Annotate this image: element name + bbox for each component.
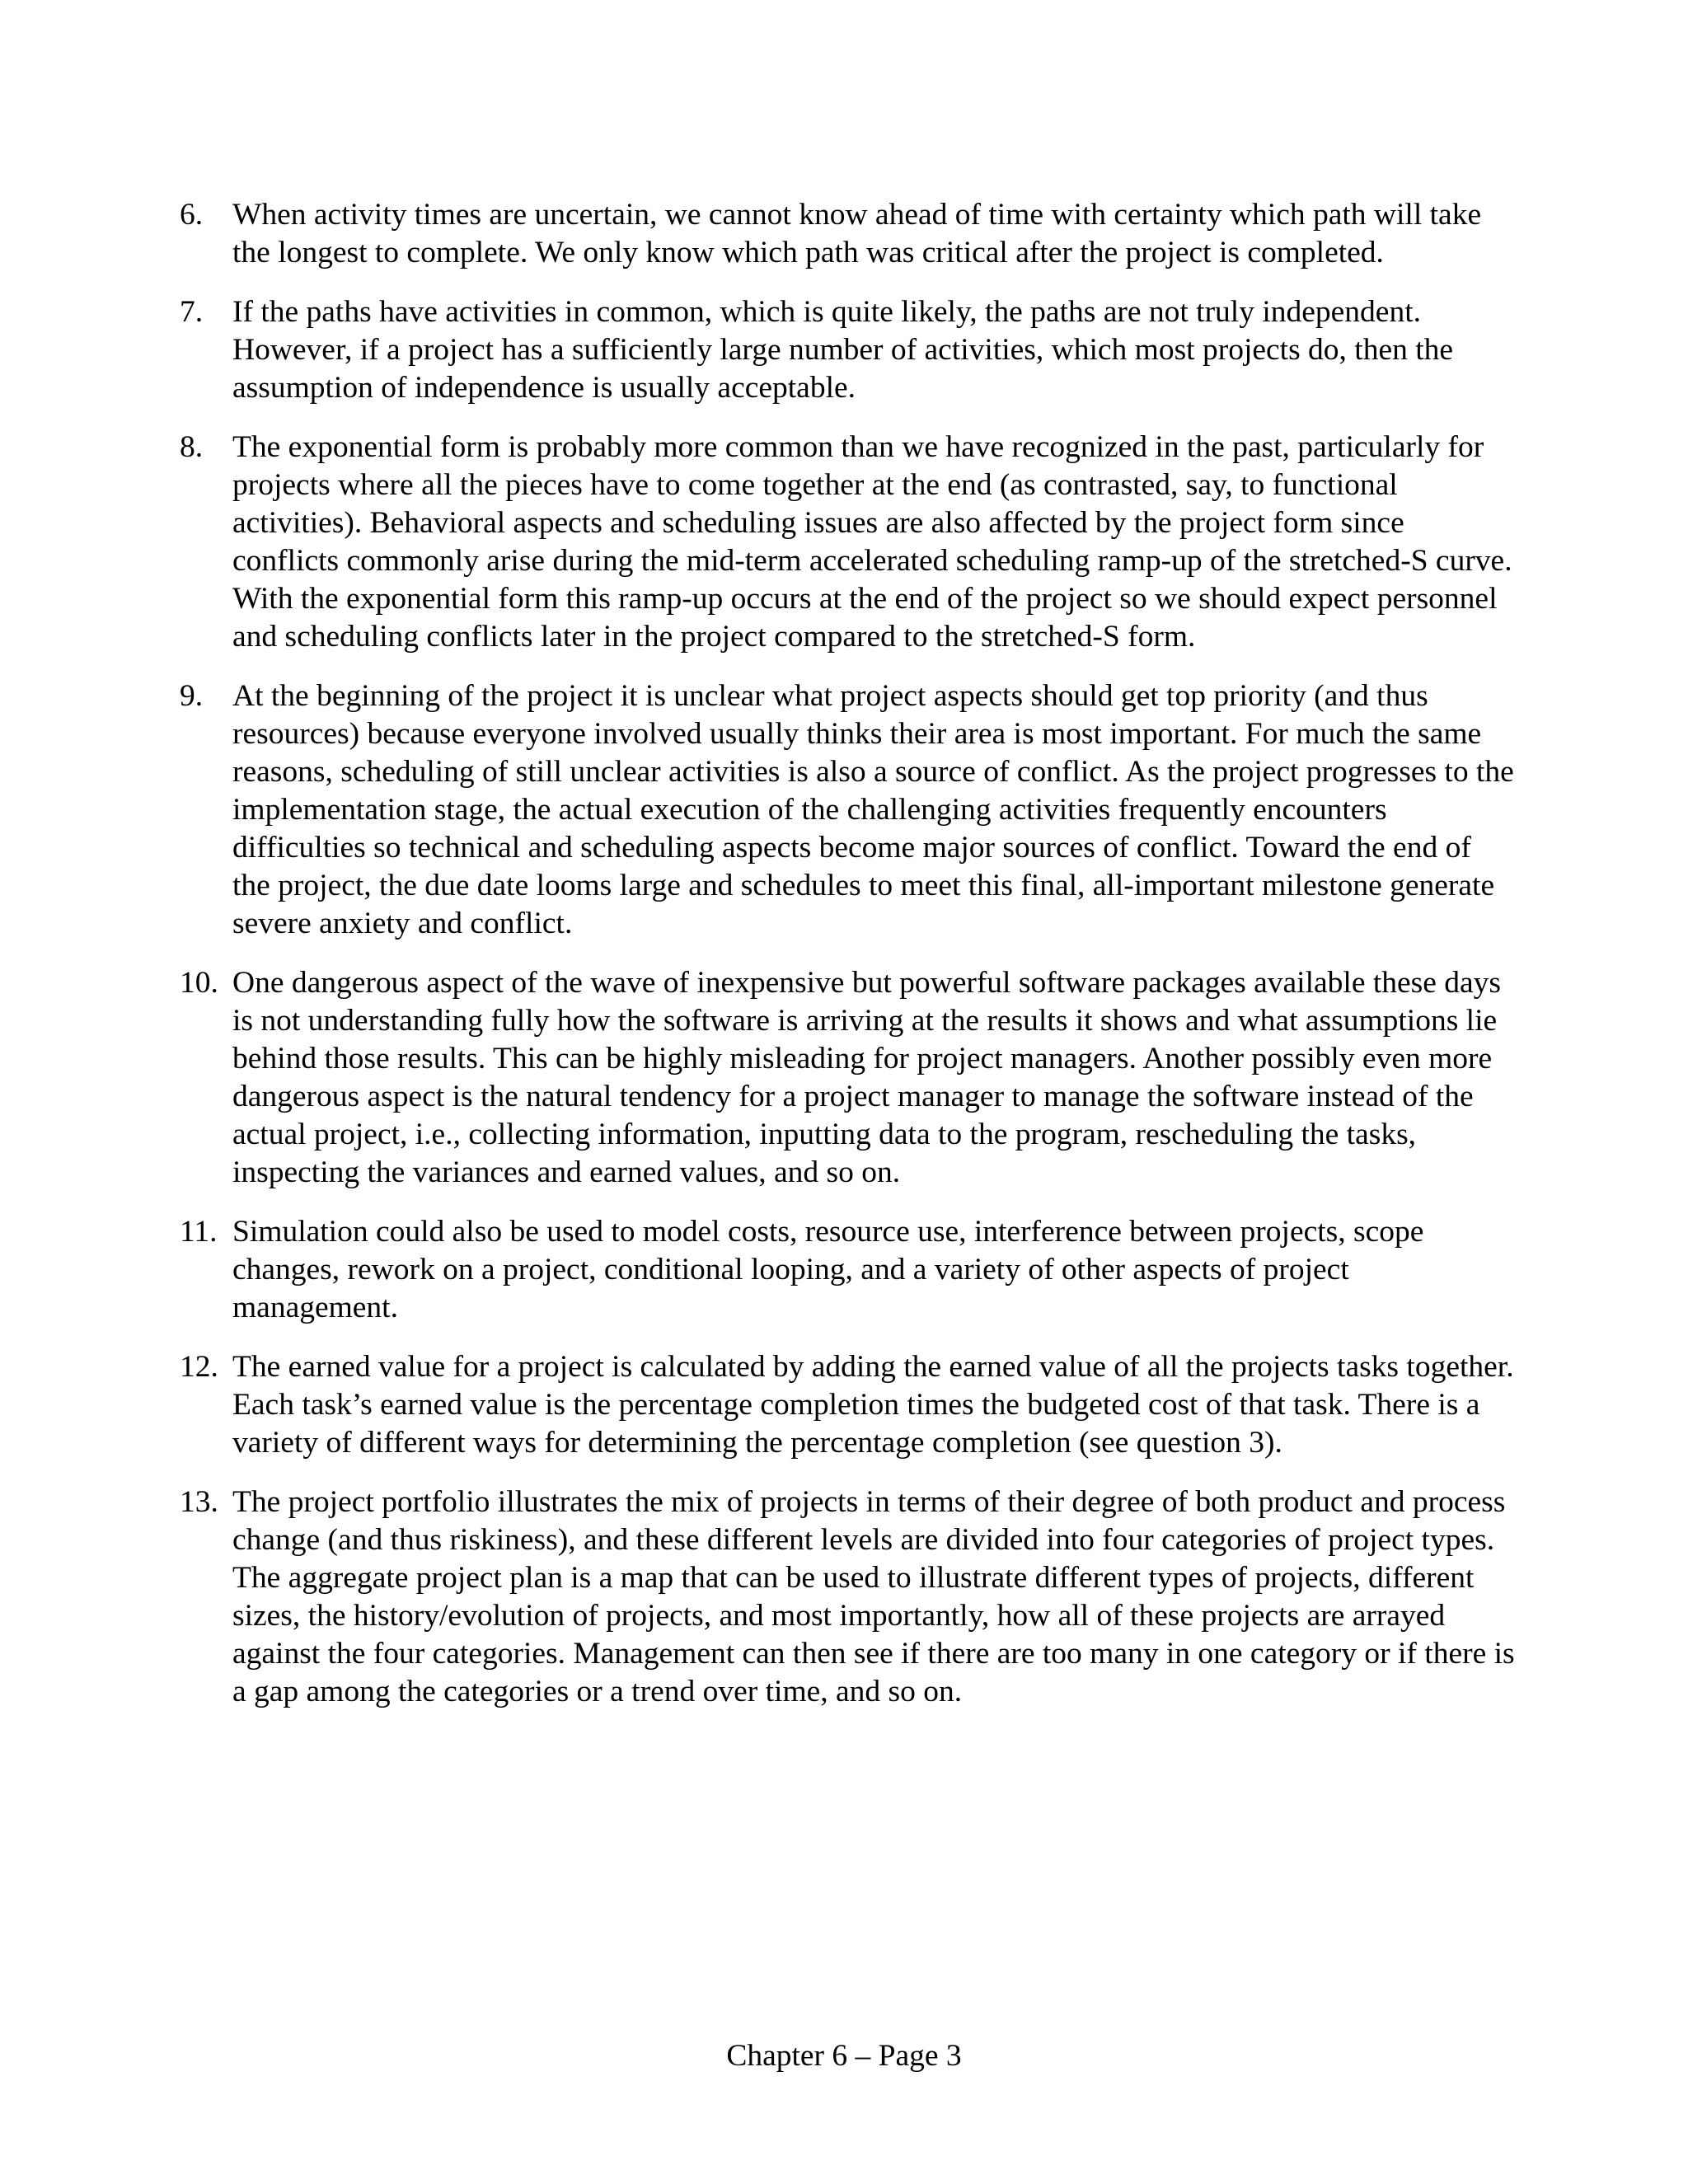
list-item-9 — [180, 677, 1515, 943]
list-item-8 — [180, 429, 1515, 656]
item-number: 10. — [180, 966, 218, 1000]
item-text: Simulation could also be used to model costs, resource use, interference between projects, scope changes, rework on a project, conditional looping, and a variety of other aspects of project management. — [232, 1215, 1424, 1324]
list-item-6 — [180, 196, 1515, 272]
item-text: When activity times are uncertain, we cannot know ahead of time with certainty which path will take the longest to complete. We only know which path was critical after the project is completed. — [232, 198, 1482, 269]
item-text: At the beginning of the project it is unclear what project aspects should get top priority (and thus resources) because everyone involved usually thinks their area is most important. For much the same reasons, scheduling of still unclear activities is also a source of conflict. As the project progresses to the implementation stage, the actual execution of the challenging activities frequently encounters difficulties so technical and scheduling aspects become major sources of conflict. Toward the end of the project, the due date looms large and schedules to meet this final, all-important milestone generate severe anxiety and conflict. — [232, 679, 1514, 940]
item-number: 12. — [180, 1350, 218, 1384]
page-footer: Chapter 6 – Page 3 — [726, 2039, 962, 2073]
answer-list — [180, 196, 1515, 1732]
item-text: The project portfolio illustrates the mix of projects in terms of their degree of both product and process change (and thus riskiness), and these different levels are divided into four categories of project types. The aggregate project plan is a map that can be used to illustrate different types of projects, different sizes, the history/evolution of projects, and most importantly, how all of these projects are arrayed against the four categories. Management can then see if there are too many in one category or if there is a gap among the categories or a trend over time, and so on. — [232, 1485, 1515, 1708]
list-item-11 — [180, 1213, 1515, 1327]
list-item-10 — [180, 964, 1515, 1192]
list-item-13 — [180, 1483, 1515, 1711]
item-text: One dangerous aspect of the wave of inexpensive but powerful software packages available these days is not understanding fully how the software is arriving at the results it shows and what assumptions lie behind those results. This can be highly misleading for project managers. Another possibly even more dangerous aspect is the natural tendency for a project manager to manage the software instead of the actual project, i.e., collecting information, inputting data to the program, rescheduling the tasks, inspecting the variances and earned values, and so on. — [232, 966, 1502, 1189]
item-number: 13. — [180, 1485, 218, 1519]
item-number: 8. — [180, 430, 204, 464]
item-text: The earned value for a project is calculated by adding the earned value of all the projects tasks together. Each task’s earned value is the percentage completion times the budgeted cost of that task. There is a variety of different ways for determining the percentage completion (see question 3). — [232, 1350, 1514, 1460]
item-number: 6. — [180, 198, 204, 232]
item-text: If the paths have activities in common, which is quite likely, the paths are not truly independent. However, if a project has a sufficiently large number of activities, which most projects do, then the assumption of independence is usually acceptable. — [232, 295, 1454, 405]
item-number: 9. — [180, 679, 204, 713]
item-number: 11. — [180, 1215, 218, 1249]
list-item-12 — [180, 1348, 1515, 1462]
item-text: The exponential form is probably more common than we have recognized in the past, particularly for projects where all the pieces have to come together at the end (as contrasted, say, to functional activities). Behavioral aspects and scheduling issues are also affected by the project form since conflicts commonly arise during the mid-term accelerated scheduling ramp-up of the stretched-S curve. With the exponential form this ramp-up occurs at the end of the project so we should expect personnel and scheduling conflicts later in the project compared to the stretched-S form. — [232, 430, 1512, 654]
list-item-7 — [180, 293, 1515, 407]
item-number: 7. — [180, 295, 204, 329]
